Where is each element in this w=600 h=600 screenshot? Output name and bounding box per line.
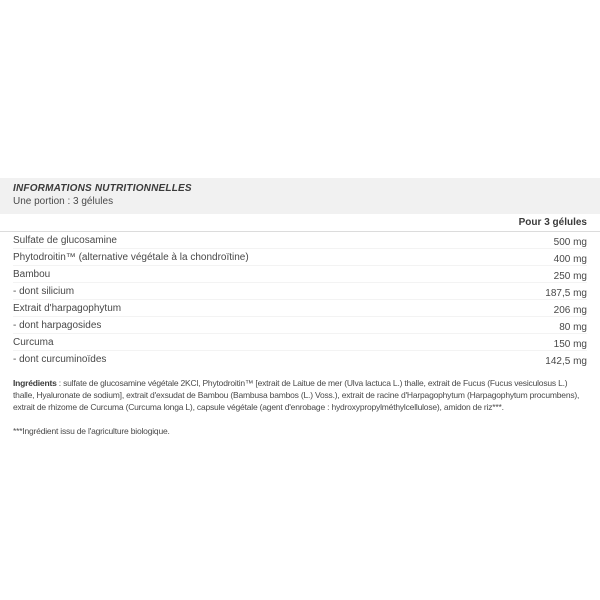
ingredient-value: 142,5 mg — [545, 356, 587, 367]
serving-size-label: Une portion : 3 gélules — [13, 196, 114, 207]
ingredient-value: 150 mg — [553, 338, 587, 350]
table-row — [13, 300, 587, 317]
table-row — [13, 351, 587, 368]
column-header-per-serving: Pour 3 gélules — [0, 214, 600, 232]
ingredient-label: - dont curcuminoïdes — [13, 354, 107, 365]
ingredient-label: - dont harpagosides — [13, 319, 102, 331]
ingredient-label: Sulfate de glucosamine — [13, 234, 117, 246]
nutrition-title: INFORMATIONS NUTRITIONNELLES — [13, 183, 192, 194]
ingredient-value: 400 mg — [553, 253, 587, 265]
ingredient-value: 500 mg — [553, 236, 587, 248]
ingredient-label: Extrait d'harpagophytum — [13, 302, 122, 314]
organic-footnote: ***Ingrédient issu de l'agriculture biologique. — [13, 426, 170, 436]
table-row — [13, 334, 587, 351]
ingredient-value: 250 mg — [553, 270, 587, 282]
ingredients-paragraph — [13, 377, 587, 413]
ingredient-value: 187,5 mg — [545, 287, 587, 299]
ingredient-label: Phytodroitin™ (alternative végétale à la chondroïtine) — [13, 251, 249, 263]
ingredient-value: 80 mg — [559, 321, 587, 333]
ingredient-label: Curcuma — [13, 336, 54, 348]
ingredient-label: Bambou — [13, 268, 51, 280]
nutrition-rows — [0, 232, 600, 368]
table-row — [13, 232, 587, 249]
nutrition-panel — [0, 178, 600, 437]
ingredient-value: 206 mg — [553, 304, 587, 316]
ingredients-label: Ingrédients — [13, 378, 57, 388]
table-row — [13, 249, 587, 266]
table-row — [13, 283, 587, 300]
table-row — [13, 266, 587, 283]
ingredients-text: : sulfate de glucosamine végétale 2KCl, Phytodroitin™ [extrait de Laitue de mer (Ulva lactuca L.) thalle, extrait de Fucus (Fucus vesiculosus L.) thalle, Hyaluronate de sodium], extrait d'exsudat de Bambou (Bambusa bambos (L.) Voss.), extrait de racine d'Harpagophytum (Harpagophytum procumbens), extrait de rhizome de Curcuma (Curcuma longa L), capsule végétale (agent d'enrobage : hydroxypropylméthylcellulose), amidon de riz***. — [13, 378, 580, 412]
nutrition-header — [0, 178, 600, 214]
table-row — [13, 317, 587, 334]
ingredient-label: - dont silicium — [13, 285, 75, 297]
